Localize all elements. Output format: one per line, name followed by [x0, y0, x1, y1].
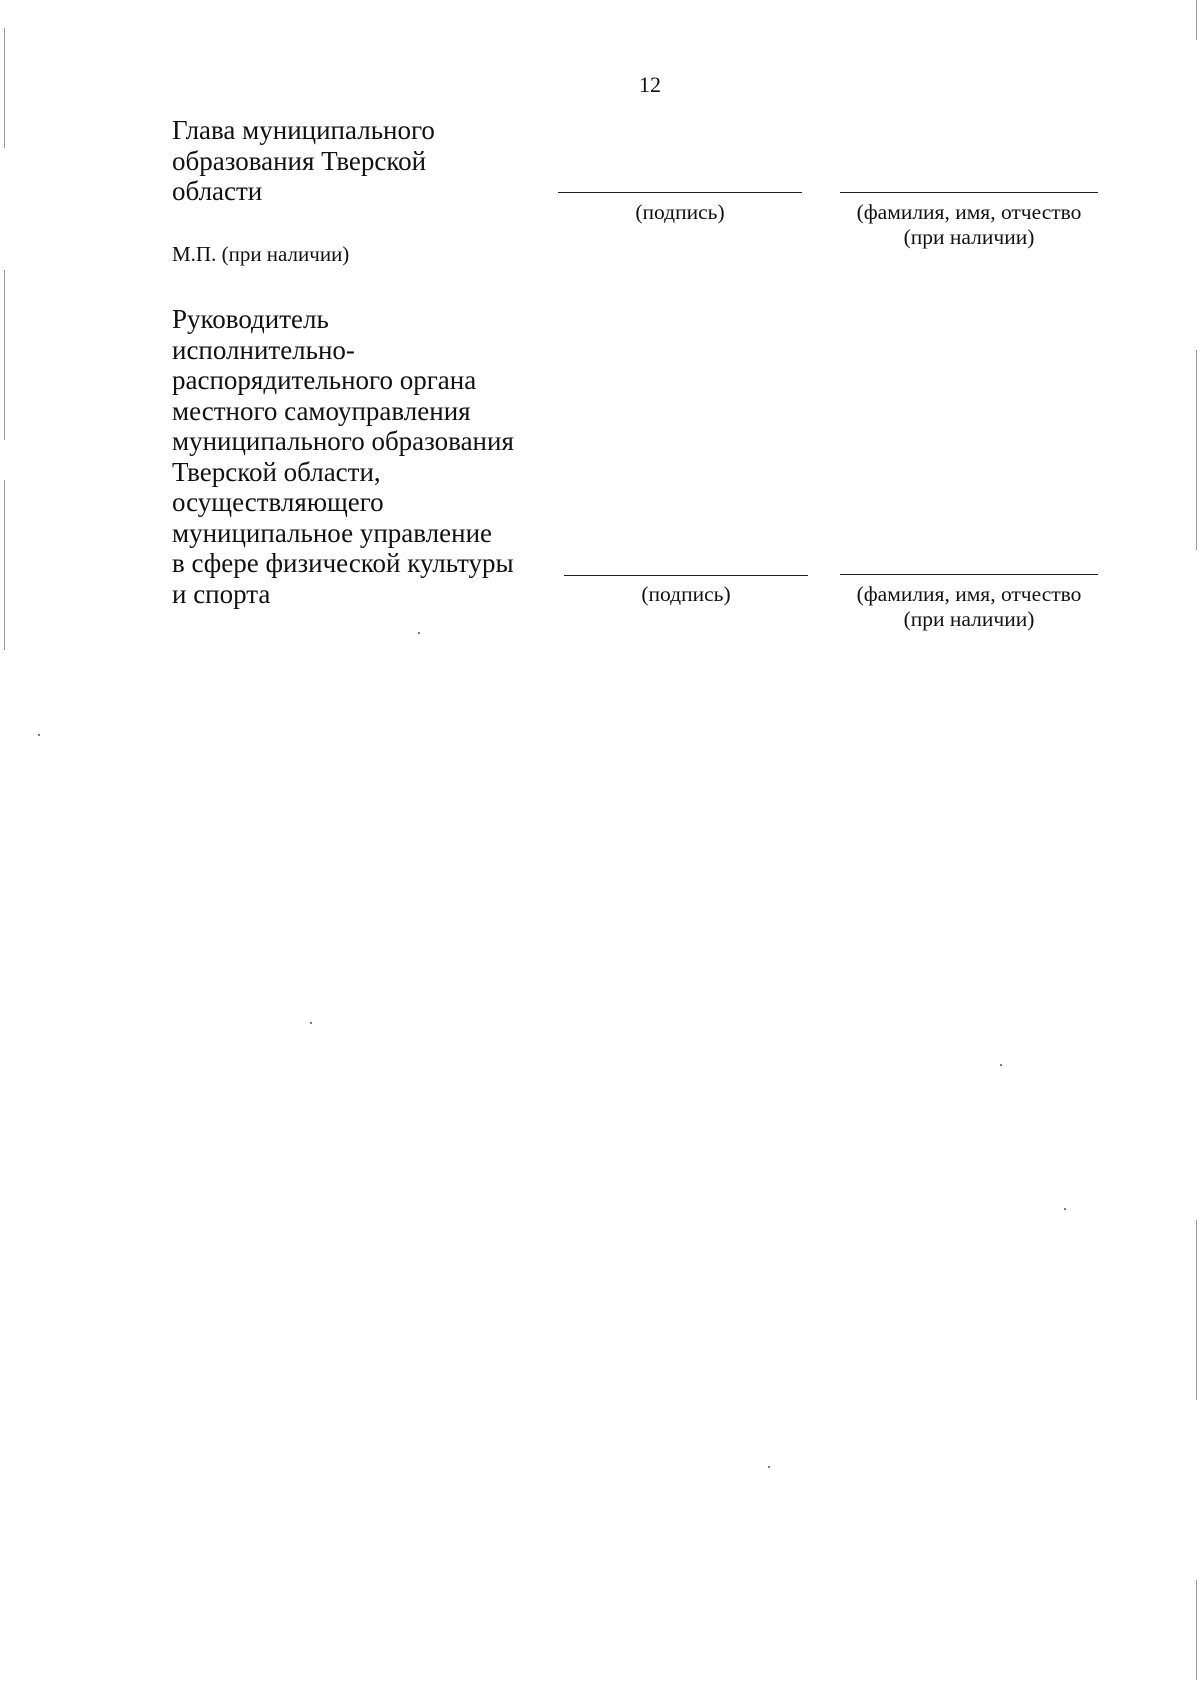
block1-signature-caption: (подпись)	[635, 200, 725, 224]
scan-right-edge-mark	[1196, 1580, 1197, 1680]
block2-title-line: Тверской области,	[172, 456, 381, 487]
scan-speck	[418, 632, 420, 634]
block2-title-line: осуществляющего	[172, 487, 384, 517]
stamp-note: М.П. (при наличии)	[172, 242, 350, 266]
page-number: 12	[639, 72, 661, 97]
scan-left-edge-mark	[4, 28, 5, 148]
block2-title-line: муниципальное управление	[172, 517, 493, 548]
block1-title	[172, 115, 435, 207]
block2-title-line: муниципального образования	[172, 426, 514, 456]
scan-speck	[38, 734, 40, 736]
scan-speck	[768, 1466, 770, 1468]
block2-signature-line	[564, 575, 808, 576]
block1-name-caption-line: (фамилия, имя, отчество	[856, 200, 1082, 224]
block2-title-line: распорядительного органа	[172, 365, 477, 395]
block2-name-caption-line: (фамилия, имя, отчество	[856, 582, 1082, 606]
block2-name-line	[840, 574, 1098, 575]
scan-right-edge-mark	[1196, 350, 1197, 550]
block1-title-line: образования Тверской	[172, 145, 427, 176]
block1-signature-line	[558, 192, 802, 193]
scan-right-edge-mark	[1196, 0, 1197, 40]
block1-title-line: области	[172, 176, 263, 206]
block1-name-caption	[830, 200, 1108, 250]
block1-name-caption-line: (при наличии)	[903, 225, 1035, 249]
block2-title-line: исполнительно-	[172, 334, 355, 365]
block2-name-caption	[830, 582, 1108, 632]
scan-speck	[1064, 1208, 1066, 1210]
scan-right-edge-mark	[1196, 1220, 1197, 1400]
block2-name-caption-line: (при наличии)	[903, 607, 1035, 631]
block1-name-line	[840, 192, 1098, 193]
block2-title-line: в сфере физической культуры	[172, 548, 514, 578]
scan-left-edge-mark	[4, 480, 5, 650]
block1-title-line: Глава муниципального	[172, 115, 435, 145]
block2-signature-caption: (подпись)	[641, 582, 731, 606]
scan-speck	[1000, 1064, 1002, 1066]
scan-left-edge-mark	[4, 270, 5, 440]
scan-speck	[310, 1022, 312, 1024]
block2-title-line: и спорта	[172, 578, 271, 609]
block2-title-line: местного самоуправления	[172, 395, 471, 426]
block2-title-line: Руководитель	[172, 304, 329, 334]
block2-title	[172, 304, 514, 609]
